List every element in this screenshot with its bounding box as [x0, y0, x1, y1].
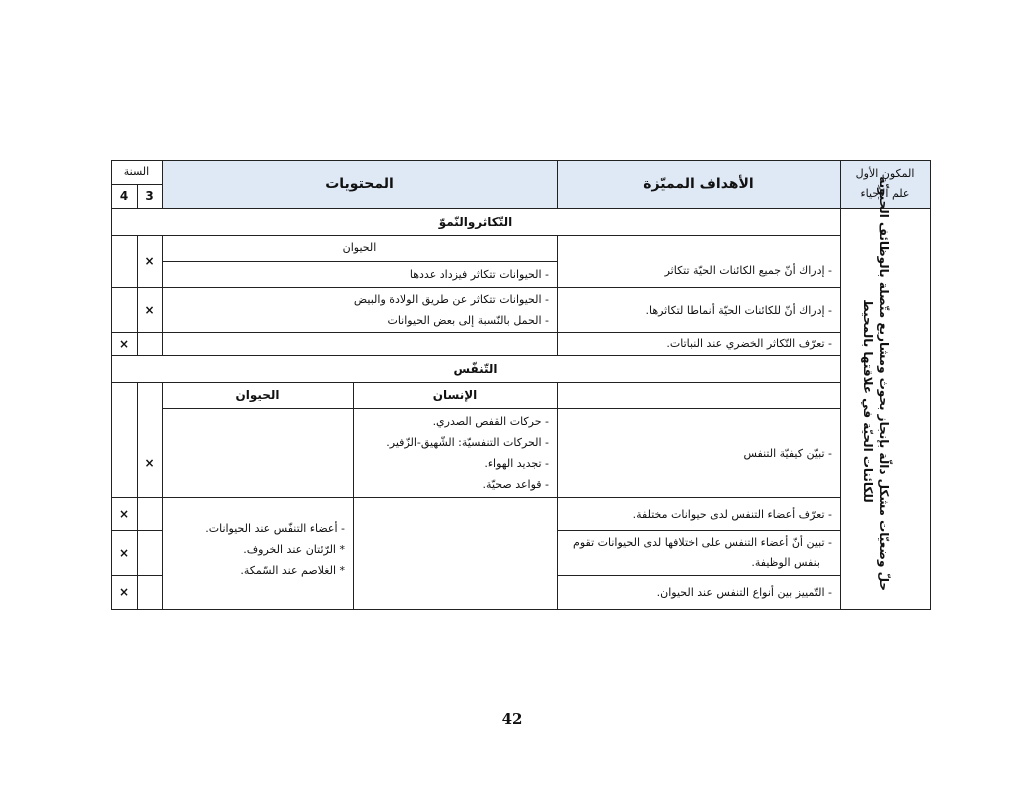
r1-animal-label: الحيوان [342, 241, 377, 254]
component-field: علم الأحياء [860, 187, 910, 200]
resp-animal-item2: * الرّئتان عند الخروف. [243, 543, 345, 556]
r2-year3-mark: × [144, 302, 155, 317]
r3-year3 [137, 332, 163, 356]
r3-content-cell [162, 332, 558, 356]
r2-year4 [111, 287, 138, 333]
reproduction-title: التّكاثروالنّموّ [438, 214, 513, 229]
resp4-objective: - التّمييز بين أنواع التنفس عند الحيوان. [656, 586, 832, 599]
r2-year3 [137, 287, 163, 333]
resp3-year4 [111, 530, 138, 576]
resp1-objective: - تبيّن كيفيّة التنفس [743, 447, 832, 460]
respiration-title-cell [111, 355, 841, 383]
r1-animal-cell [162, 235, 558, 262]
year3-label: 3 [145, 189, 154, 203]
page-number: 42 [501, 710, 523, 728]
resp-sub-year3 [137, 382, 163, 498]
resp4-objective-cell [557, 575, 841, 610]
resp-animal-header: الحيوان [235, 388, 280, 402]
resp4-year3 [137, 575, 163, 610]
resp1-human-cell [353, 408, 558, 498]
resp1-human-item3: - تجديد الهواء. [484, 457, 549, 470]
resp1-human-item1: - حركات القفص الصدري. [432, 415, 549, 428]
resp1-animal-cell [162, 408, 354, 498]
resp2-4-human-cell [353, 497, 558, 610]
r3-objective-cell [557, 332, 841, 356]
resp3-objective-line1: - تبين أنّ أعضاء التنفس على اختلافها لدى الحيوانات تقوم [573, 536, 832, 549]
resp2-year3 [137, 497, 163, 531]
resp2-objective-cell [557, 497, 841, 531]
year4-label: 4 [119, 189, 129, 203]
r1-year3-mark: × [144, 254, 155, 268]
r2-content-line1: - الحيوانات تتكاثر عن طريق الولادة والبيض [353, 293, 549, 306]
year4-cell [111, 184, 138, 209]
r1-content-cell [162, 261, 558, 288]
r2-objective: - إدراك أنّ للكائنات الحيّة أنماطا لتكاثرها. [645, 304, 832, 317]
contents-header: المحتويات [325, 176, 394, 192]
resp-sub-objective [557, 382, 841, 409]
respiration-title: التّنفّس [453, 361, 498, 376]
r3-objective: - تعرّف التّكاثر الخضري عند النباتات. [666, 337, 832, 350]
resp1-objective-cell [557, 408, 841, 498]
resp1-human-item4: - قواعد صحيّة. [482, 478, 549, 491]
year3-cell [137, 184, 163, 209]
resp2-year4-mark: × [118, 506, 130, 521]
r1-year4 [111, 235, 138, 288]
resp3-objective-cell [557, 530, 841, 576]
curriculum-table [111, 160, 931, 610]
resp2-4-animal-cell [162, 497, 354, 610]
contents-header-cell [162, 160, 558, 209]
objectives-header-cell [557, 160, 841, 209]
resp4-year4 [111, 575, 138, 610]
year-header: السنة [123, 165, 150, 178]
r2-objective-cell [557, 287, 841, 333]
resp-sub-year4 [111, 382, 138, 498]
year-header-cell [111, 160, 163, 185]
r2-content-cell [162, 287, 558, 333]
resp3-year4-mark: × [118, 545, 130, 560]
resp-animal-item3: * الغلاصم عند السّمكة. [240, 564, 345, 577]
resp2-objective: - تعرّف أعضاء التنفس لدى حيوانات مختلفة. [632, 508, 832, 521]
resp1-year3-mark: × [144, 456, 155, 470]
resp2-year4 [111, 497, 138, 531]
competency-line1: حلّ وضعيّات مشكل دالّة بإنجاز بحوث ومشاريع متّصلة بالوظائف الحيويّة [877, 176, 891, 591]
r1-content: - الحيوانات تتكاثر فيزداد عددها [409, 268, 549, 281]
reproduction-title-cell [111, 208, 841, 236]
r1-objective: - إدراك أنّ جميع الكائنات الحيّة تتكاثر [664, 264, 832, 277]
resp-animal-item1: - أعضاء التنفّس عند الحيوانات. [205, 522, 345, 535]
resp4-year4-mark: × [118, 585, 130, 599]
resp3-objective-line2: بنفس الوظيفة. [751, 556, 820, 569]
r2-content-line2: - الحمل بالنّسبة إلى بعض الحيوانات [387, 314, 549, 327]
resp-human-header: الإنسان [432, 388, 478, 402]
component-title: المكون الأول [855, 167, 915, 180]
objectives-header: الأهداف المميّزة [643, 176, 754, 192]
r3-year4-mark: × [118, 336, 130, 351]
resp-animal-header-cell [162, 382, 354, 409]
r1-year3 [137, 235, 163, 288]
r1-objective-cell [557, 235, 841, 288]
competency-line2: للكائنات الحيّة في علاقتها بالمحيط [861, 299, 875, 503]
resp3-year3 [137, 530, 163, 576]
r3-year4 [111, 332, 138, 356]
resp-human-header-cell [353, 382, 558, 409]
resp1-human-item2: - الحركات التنفسيّة: الشّهيق-الزّفير. [386, 436, 549, 449]
